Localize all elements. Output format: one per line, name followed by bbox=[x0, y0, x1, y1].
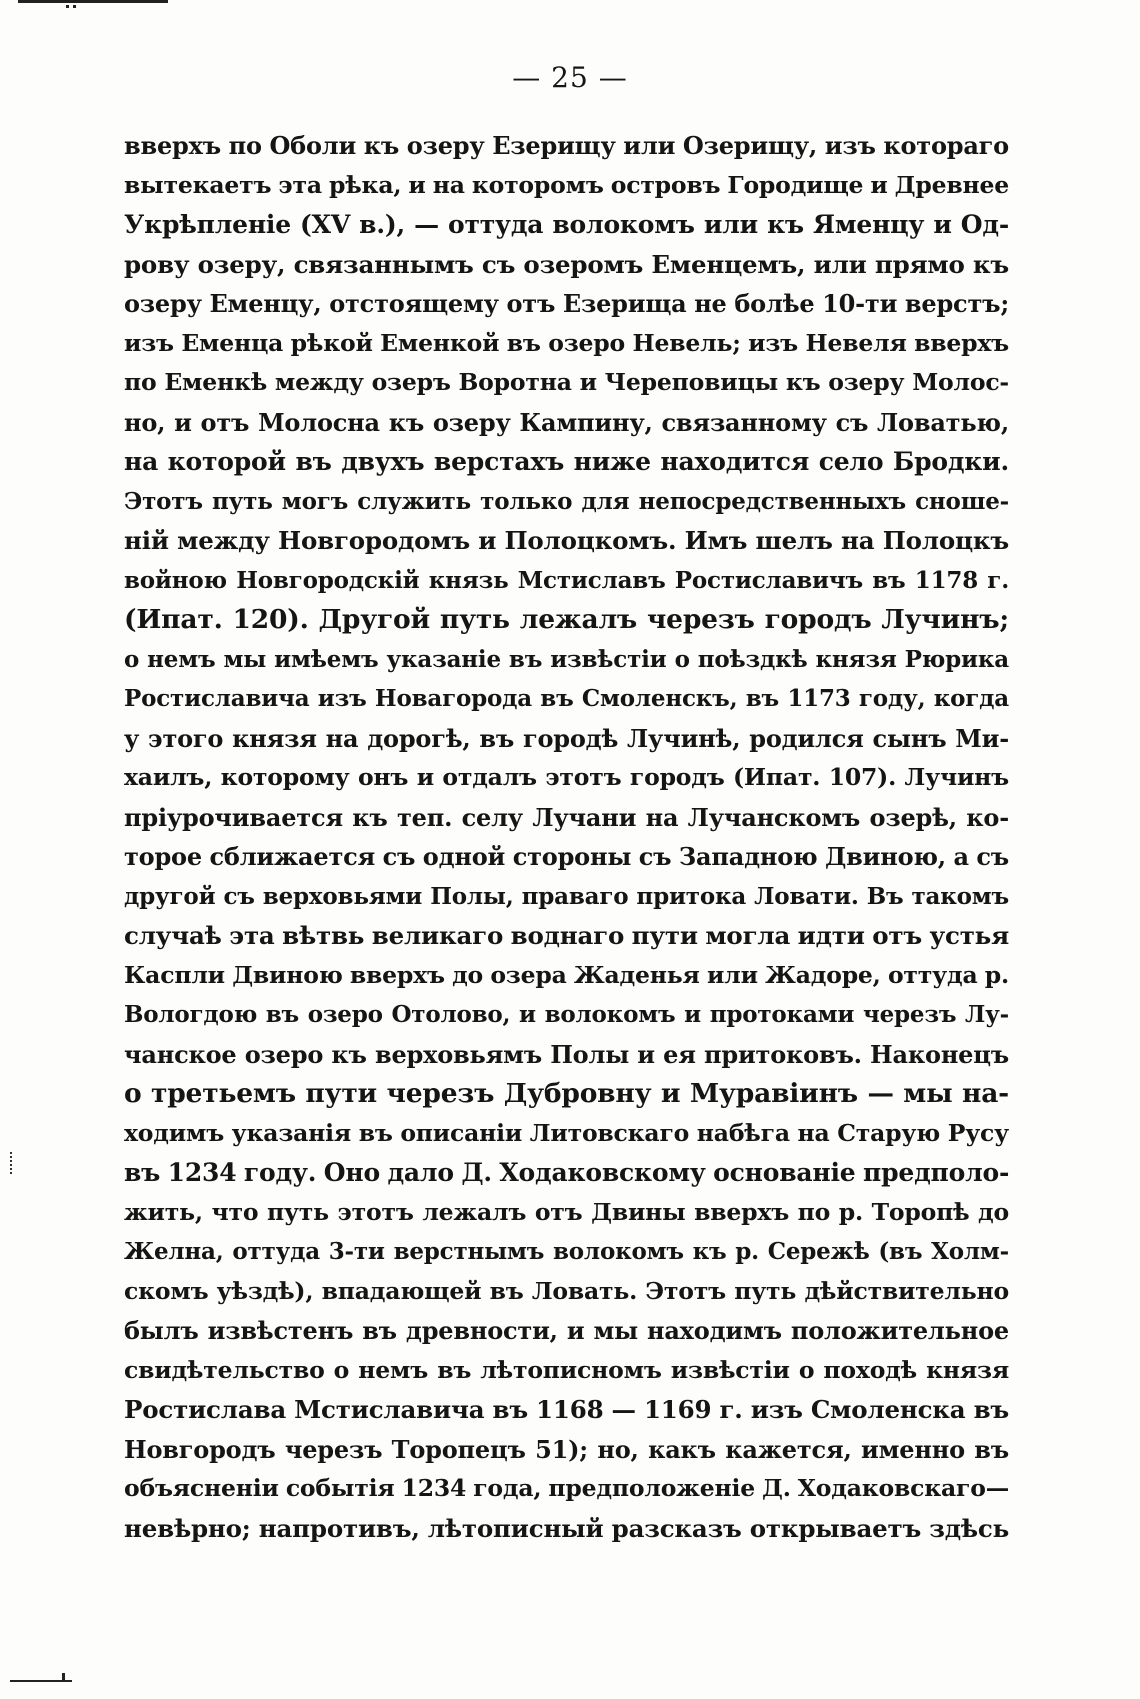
text-line: торое сближается съ одной стороны съ Западною Двиною, а съ bbox=[124, 842, 1009, 871]
text-line: Ростиславича изъ Новагорода въ Смоленскъ, въ 1173 году, когда bbox=[124, 685, 1009, 712]
scan-artifact-dots bbox=[66, 5, 76, 8]
text-line: (Ипат. 120). Другой путь лежалъ черезъ городъ Лучинъ; bbox=[124, 604, 1009, 635]
text-line: изъ Еменца рѣкой Еменкой въ озеро Невель; изъ Невеля вверхъ bbox=[124, 328, 1009, 357]
text-line: войною Новгородскій князь Мстиславъ Ростиславичъ въ 1178 г. bbox=[124, 566, 1009, 594]
text-line: у этого князя на дорогѣ, въ городѣ Лучинѣ, родился сынъ Ми- bbox=[124, 723, 1009, 753]
text-line: невѣрно; напротивъ, лѣтописный разсказъ открываетъ здѣсь bbox=[124, 1513, 1009, 1543]
text-line: былъ извѣстенъ въ древности, и мы находимъ положительное bbox=[124, 1316, 1009, 1345]
text-line: вытекаетъ эта рѣка, и на которомъ островъ Городище и Древнее bbox=[124, 170, 1009, 199]
text-line: пріурочивается къ теп. селу Лучани на Лучанскомъ озерѣ, ко- bbox=[124, 802, 1009, 832]
text-line: случаѣ эта вѣтвь великаго воднаго пути могла идти отъ устья bbox=[124, 921, 1009, 950]
text-line: о третьемъ пути черезъ Дубровну и Муравіинъ — мы на- bbox=[124, 1078, 1009, 1109]
text-line: чанское озеро къ верховьямъ Полы и ея притоковъ. Наконецъ bbox=[124, 1039, 1009, 1069]
text-line: о немъ мы имѣемъ указаніе въ извѣстіи о поѣздкѣ князя Рюрика bbox=[124, 645, 1009, 673]
text-line: ходимъ указанія въ описаніи Литовскаго набѣга на Старую Русу bbox=[124, 1118, 1009, 1147]
text-line: Каспли Двиною вверхъ до озера Жаденья или Жадоре, оттуда р. bbox=[124, 960, 1009, 989]
text-line: другой съ верховьями Полы, праваго притока Ловати. Въ такомъ bbox=[124, 882, 1009, 910]
text-line: жить, что путь этотъ лежалъ отъ Двины вверхъ по р. Торопѣ до bbox=[124, 1197, 1009, 1226]
text-line: въ 1234 году. Оно дало Д. Ходаковскому основаніе предполо- bbox=[124, 1158, 1010, 1187]
scan-artifact-bar bbox=[18, 0, 168, 3]
text-line: Желна, оттуда 3-ти верстнымъ волокомъ къ р. Сережѣ (въ Холм- bbox=[124, 1238, 1009, 1265]
text-line: Ростислава Мстиславича въ 1168 — 1169 г. изъ Смоленска въ bbox=[124, 1395, 1009, 1424]
text-line: хаилъ, которому онъ и отдалъ этотъ городъ (Ипат. 107). Лучинъ bbox=[124, 763, 1009, 791]
scan-artifact-bottom bbox=[0, 1677, 100, 1685]
text-line: вверхъ по Оболи къ озеру Езерищу или Озерищу, изъ котораго bbox=[124, 131, 1009, 160]
text-line: объясненіи событія 1234 года, предположеніе Д. Ходаковскаго— bbox=[124, 1474, 1009, 1502]
text-line: Вологдою въ озеро Отолово, и волокомъ и протоками черезъ Лу- bbox=[124, 1001, 1009, 1028]
scan-artifact-top bbox=[0, 0, 180, 8]
text-line: ній между Новгородомъ и Полоцкомъ. Имъ шелъ на Полоцкъ bbox=[124, 526, 1009, 555]
text-line: Укрѣпленіе (XV в.), — оттуда волокомъ или къ Яменцу и Од- bbox=[124, 210, 1009, 239]
text-line: но, и отъ Молосна къ озеру Кампину, связанному съ Ловатью, bbox=[124, 407, 1009, 437]
text-line: свидѣтельство о немъ въ лѣтописномъ извѣстіи о походѣ князя bbox=[124, 1355, 1009, 1384]
text-line: на которой въ двухъ верстахъ ниже находится село Бродки. bbox=[124, 447, 1009, 476]
margin-mark bbox=[10, 1152, 15, 1174]
text-line: скомъ уѣздѣ), впадающей въ Ловать. Этотъ путь дѣйствительно bbox=[124, 1276, 1009, 1305]
text-line: Новгородъ черезъ Торопецъ 51); но, какъ кажется, именно въ bbox=[124, 1434, 1009, 1464]
text-line: рову озеру, связаннымъ съ озеромъ Еменцемъ, или прямо къ bbox=[124, 249, 1009, 279]
scan-artifact-tick bbox=[62, 1673, 65, 1682]
text-line: Этотъ путь могъ служить только для непосредственныхъ сноше- bbox=[124, 487, 1009, 515]
text-line: по Еменкѣ между озеръ Воротна и Череповицы къ озеру Молос- bbox=[124, 368, 1009, 396]
body-text bbox=[124, 126, 1009, 1548]
text-line: озеру Еменцу, отстоящему отъ Езерища не болѣе 10-ти верстъ; bbox=[124, 289, 1009, 318]
page-number: — 25 — bbox=[512, 61, 628, 94]
